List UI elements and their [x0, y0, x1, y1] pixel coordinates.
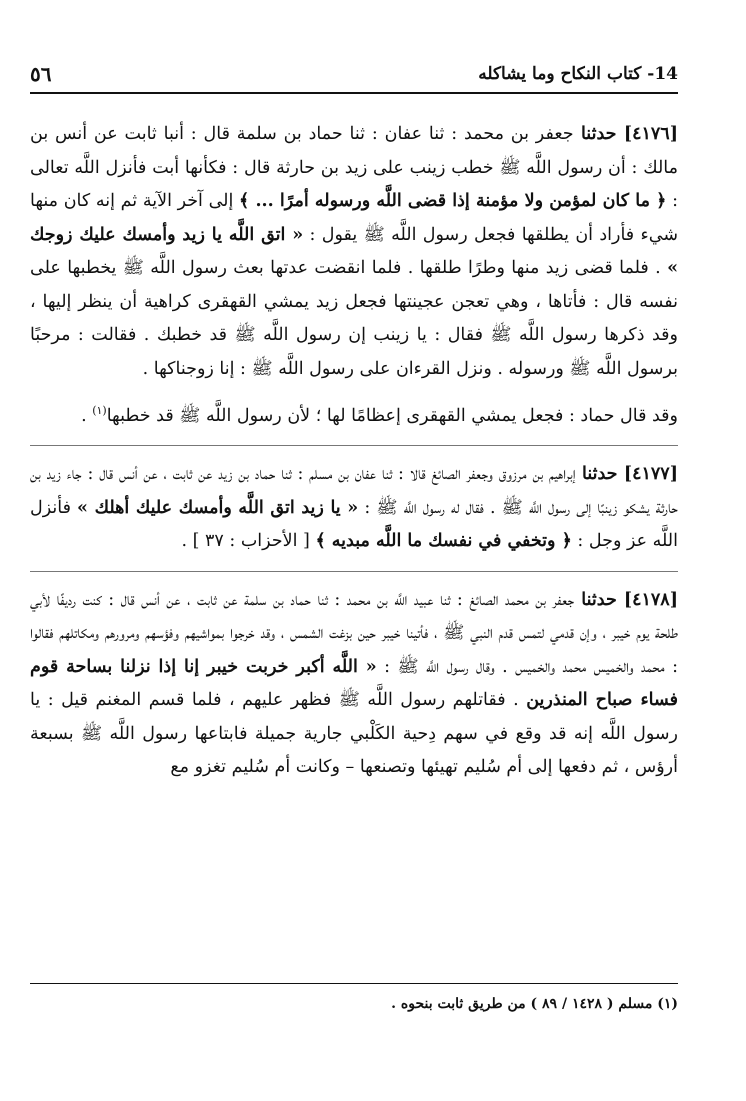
- prophet-quote: « يا زيد اتق اللَّه وأمسك عليك أهلك »: [77, 497, 359, 518]
- hadith-number: [٤١٧٦]: [623, 124, 678, 144]
- hadith-number: [٤١٧٨]: [623, 589, 678, 610]
- hadith-text: [ الأحزاب : ٣٧ ] .: [181, 531, 316, 552]
- quran-quote: ﴿ ما كان لمؤمن ولا مؤمنة إذا قضى اللَّه ورسوله أمرًا ... ﴾: [239, 191, 667, 211]
- hadith-opening: حدثنا: [574, 589, 624, 610]
- hadith-text: فأنزل اللَّه عز وجل :: [30, 497, 678, 552]
- note-end: .: [81, 405, 93, 426]
- chapter-title: 14- كتاب النكاح وما يشاكله: [478, 64, 678, 84]
- hadith-4177: [30, 458, 678, 559]
- footnote: (١) مسلم ( ١٤٢٨ / ٨٩ ) من طريق ثابت بنحوه .: [391, 996, 678, 1012]
- hadith-separator: [30, 445, 678, 446]
- prophet-quote: « اتق اللَّه يا زيد وأمسك عليك زوجك »: [30, 224, 678, 278]
- hadith-number: [٤١٧٧]: [623, 464, 678, 485]
- hadith-4176: [30, 118, 678, 386]
- footnote-marker: (١): [92, 404, 107, 417]
- hadith-text: جعفر بن محمد الصائغ : ثنا عبيد اللَّه بن محمد : ثنا حماد بن سلمة عن ثابت ، عن أنس قال : كنت رديفًا لأبي طلحة يوم خيبر ، وإن قدمي لتمس قدم النبي ﷺ ، فأتينا خيبر حين بزغت الشمس ، وقد خرجوا بمواشيهم وفؤسهم ومرورهم ومكاتلهم فقالوا : محمد والخميس محمد والخميس . وقال رسول اللَّه ﷺ :: [30, 589, 678, 677]
- footnote-separator: [30, 983, 678, 984]
- hadith-text: . فلما قضى زيد منها وطرًا طلقها . فلما انقضت عدتها بعث رسول اللَّه ﷺ يخطبها على نفسه قال : فأتاها ، وهي تعجن عجينتها فجعل زيد يمشي القهقرى كراهية أن ينظر إليها ، وقد ذكرها رسول اللَّه ﷺ فقال : يا زينب إن رسول اللَّه ﷺ قد خطبك . فقالت : مرحبًا برسول اللَّه ﷺ ورسوله . ونزل القرءان على رسول اللَّه ﷺ : إنا زوجناكها .: [30, 258, 678, 379]
- hadith-4176-note: [30, 394, 678, 433]
- quran-quote: ﴿ وتخفي في نفسك ما اللَّه مبديه ﴾: [315, 531, 572, 552]
- note-text: وقد قال حماد : فجعل يمشي القهقرى إعظامًا لها ؛ لأن رسول اللَّه ﷺ قد خطبها: [106, 405, 678, 426]
- prophet-quote: « اللَّه أكبر خربت خيبر إنا إذا نزلنا بساحة قوم فساء صباح المنذرين: [30, 656, 678, 711]
- hadith-opening: حدثنا: [575, 464, 624, 485]
- page-body: [30, 118, 678, 785]
- hadith-text: إبراهيم بن مرزوق وجعفر الصائغ قالا : ثنا عفان بن مسلم : ثنا حماد بن زيد عن ثابت ، عن أنس قال : جاء زيد بن حارثة يشكو زينبًا إلى رسول اللَّه ﷺ . فقال له رسول اللَّه ﷺ :: [30, 464, 678, 518]
- hadith-opening: حدثنا: [573, 124, 624, 144]
- hadith-text: . فقاتلهم رسول اللَّه ﷺ فظهر عليهم ، فلما قسم المغنم قيل : يا رسول اللَّه إنه قد وقع في سهم دِحية الكَلْبي جارية جميلة فابتاعها رسول اللَّه ﷺ بسبعة أرؤس ، ثم دفعها إلى أم سُليم تهيئها وتصنعها – وكانت أم سُليم تغزو مع: [30, 690, 678, 778]
- hadith-text: إلى آخر الآية ثم إنه كان منها شيء فأراد أن يطلقها فجعل رسول اللَّه ﷺ يقول :: [30, 191, 678, 245]
- page-number: ٥٦: [30, 62, 52, 86]
- hadith-text: جعفر بن محمد : ثنا عفان : ثنا حماد بن سلمة قال : أنبا ثابت عن أنس بن مالك : أن رسول اللَّه ﷺ خطب زينب على زيد بن حارثة قال : فكأنها أبت فأنزل اللَّه تعالى :: [30, 124, 678, 211]
- hadith-separator: [30, 571, 678, 572]
- page-header: [30, 56, 678, 94]
- hadith-4178: [30, 584, 678, 785]
